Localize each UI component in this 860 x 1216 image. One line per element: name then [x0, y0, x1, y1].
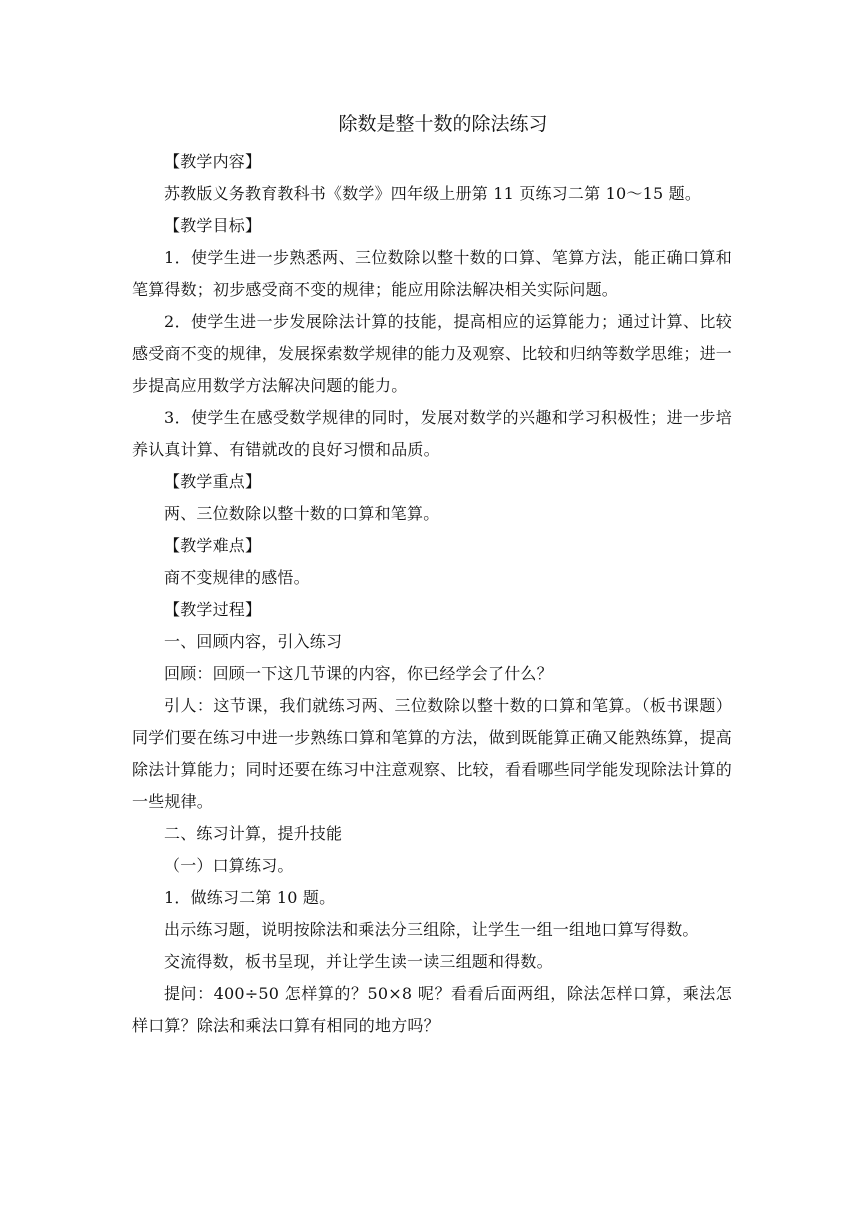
paragraph-show-exercise: 出示练习题，说明按除法和乘法分三组除，让学生一组一组地口算写得数。	[164, 920, 699, 939]
paragraph-exercise-10: 1．做练习二第 10 题。	[164, 888, 336, 907]
paragraph-exchange-results: 交流得数，板书呈现，并让学生读一读三组题和得数。	[164, 952, 553, 971]
paragraph-key-points: 两、三位数除以整十数的口算和笔算。	[164, 504, 440, 523]
subheading-practice: 二、练习计算，提升技能	[164, 824, 343, 843]
section-heading-difficulty: 【教学难点】	[164, 536, 262, 555]
paragraph-review: 回顾：回顾一下这几节课的内容，你已经学会了什么？	[164, 664, 553, 683]
subheading-review: 一、回顾内容，引入练习	[164, 632, 343, 651]
section-heading-goals: 【教学目标】	[164, 216, 262, 235]
section-heading-content: 【教学内容】	[164, 152, 262, 171]
paragraph-introduction: 引人：这节课，我们就练习两、三位数除以整十数的口算和笔算。（板书课题）同学们要在练习中进一步熟练口算和笔算的方法，做到既能算正确又能熟练算，提高除法计算能力；同时还要在练习中注意观察、比较，看看哪些同学能发现除法计算的一些规律。	[132, 696, 732, 811]
document-body	[132, 146, 732, 1042]
paragraph-goal-3: 3．使学生在感受数学规律的同时，发展对数学的兴趣和学习积极性；进一步培养认真计算、有错就改的良好习惯和品质。	[132, 408, 732, 459]
paragraph-content: 苏教版义务教育教科书《数学》四年级上册第 11 页练习二第 10～15 题。	[164, 184, 702, 203]
section-heading-process: 【教学过程】	[164, 600, 262, 619]
paragraph-question: 提问：400÷50 怎样算的？50×8 呢？看看后面两组，除法怎样口算，乘法怎样口算？除法和乘法口算有相同的地方吗？	[132, 984, 732, 1035]
paragraph-difficulty: 商不变规律的感悟。	[164, 568, 310, 587]
section-heading-key-points: 【教学重点】	[164, 472, 262, 491]
document-title: 除数是整十数的除法练习	[338, 113, 548, 135]
paragraph-goal-1: 1．使学生进一步熟悉两、三位数除以整十数的口算、笔算方法，能正确口算和笔算得数；初步感受商不变的规律；能应用除法解决相关实际问题。	[132, 248, 732, 299]
subheading-oral-practice: （一）口算练习。	[164, 856, 294, 875]
paragraph-goal-2: 2．使学生进一步发展除法计算的技能，提高相应的运算能力；通过计算、比较感受商不变的规律，发展探索数学规律的能力及观察、比较和归纳等数学思维；进一步提高应用数学方法解决问题的能力。	[132, 312, 732, 395]
